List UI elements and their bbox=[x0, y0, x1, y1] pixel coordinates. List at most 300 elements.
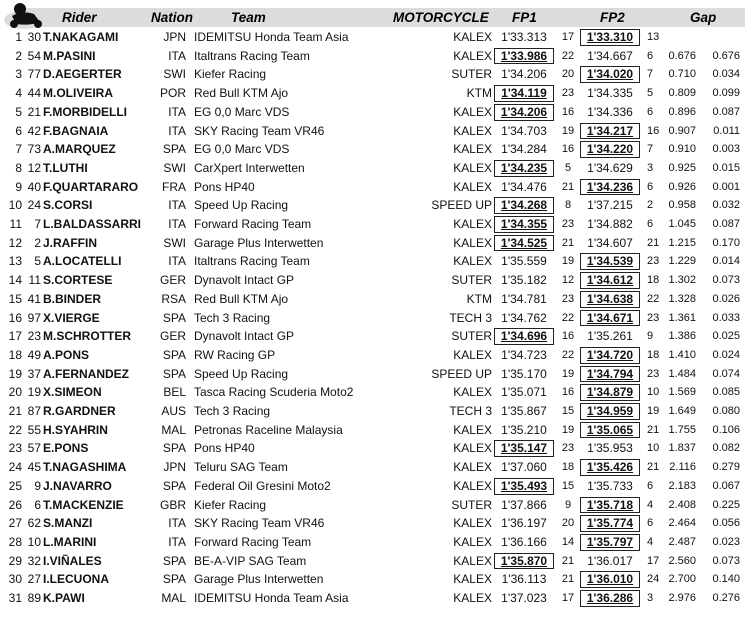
fp2-time-cell: 1'36.010 bbox=[580, 570, 640, 589]
gap-previous-cell: 0.003 bbox=[712, 143, 740, 156]
fp2-lap-cell: 6 bbox=[647, 218, 654, 230]
fp2-lap-cell: 6 bbox=[647, 180, 654, 193]
motorcycle-cell: KALEX bbox=[453, 460, 492, 475]
fp2-lap-cell: 21 bbox=[647, 236, 660, 249]
team-cell: EG 0,0 Marc VDS bbox=[194, 104, 290, 119]
gap-first-cell: 1.215 bbox=[668, 236, 696, 249]
team-cell: Pons HP40 bbox=[194, 441, 255, 456]
gap-previous-cell: 0.676 bbox=[712, 49, 740, 62]
gap-previous-cell: 0.087 bbox=[712, 105, 740, 118]
header-bar bbox=[26, 8, 745, 27]
fp2-lap-cell: 6 bbox=[647, 479, 654, 492]
table-row bbox=[0, 84, 745, 103]
fp2-lap-cell: 21 bbox=[647, 423, 660, 436]
fp2-time-cell: 1'34.607 bbox=[587, 235, 633, 250]
fp2-lap-cell: 24 bbox=[647, 573, 660, 586]
fp1-time-cell: 1'34.781 bbox=[501, 291, 547, 306]
fp1-lap-cell: 23 bbox=[561, 292, 575, 305]
position-cell: 31 bbox=[8, 591, 22, 605]
gap-first-cell: 2.183 bbox=[668, 479, 696, 492]
fp2-time-cell: 1'35.426 bbox=[580, 458, 640, 477]
rider-name-cell: S.CORSI bbox=[43, 198, 93, 213]
gap-previous-cell: 0.276 bbox=[712, 592, 740, 604]
team-cell: EG 0,0 Marc VDS bbox=[194, 142, 290, 157]
rider-name-cell: A.MARQUEZ bbox=[43, 142, 116, 157]
header-motorcycle: MOTORCYCLE bbox=[393, 10, 489, 25]
gap-previous-cell: 0.073 bbox=[712, 274, 740, 287]
rider-name-cell: S.MANZI bbox=[43, 516, 93, 531]
gap-previous-cell: 0.106 bbox=[712, 423, 740, 436]
gap-previous-cell: 0.082 bbox=[712, 442, 740, 455]
fp2-lap-cell: 21 bbox=[647, 461, 660, 474]
table-header bbox=[0, 0, 745, 30]
nation-cell: MAL bbox=[161, 422, 186, 437]
nation-cell: MAL bbox=[161, 591, 186, 605]
team-cell: SKY Racing Team VR46 bbox=[194, 123, 325, 138]
fp2-time-cell: 1'34.794 bbox=[580, 365, 640, 384]
fp2-lap-cell: 3 bbox=[647, 592, 654, 604]
fp1-time-cell: 1'35.182 bbox=[501, 273, 547, 288]
gap-previous-cell: 0.067 bbox=[712, 479, 740, 492]
nation-cell: ITA bbox=[168, 516, 186, 531]
motorcycle-cell: KALEX bbox=[453, 553, 492, 568]
fp1-time-cell: 1'35.071 bbox=[501, 385, 547, 400]
rider-number-cell: 19 bbox=[27, 385, 41, 400]
rider-name-cell: R.GARDNER bbox=[43, 404, 116, 418]
fp1-lap-cell: 14 bbox=[561, 535, 575, 548]
fp1-time-cell: 1'34.355 bbox=[494, 215, 554, 234]
fp2-time-cell: 1'34.336 bbox=[587, 104, 633, 119]
gap-first-cell: 2.116 bbox=[669, 461, 696, 474]
nation-cell: SPA bbox=[162, 441, 186, 456]
table-row bbox=[0, 533, 745, 552]
fp1-lap-cell: 18 bbox=[561, 461, 575, 474]
motorcycle-cell: KTM bbox=[466, 291, 492, 306]
fp2-lap-cell: 10 bbox=[647, 386, 660, 399]
position-cell: 27 bbox=[8, 516, 22, 531]
rider-number-cell: 44 bbox=[27, 86, 41, 101]
fp1-lap-cell: 12 bbox=[561, 274, 575, 287]
fp2-time-cell: 1'35.797 bbox=[580, 533, 640, 552]
nation-cell: ITA bbox=[168, 217, 186, 231]
rider-number-cell: 45 bbox=[27, 460, 41, 475]
fp2-lap-cell: 6 bbox=[647, 517, 654, 530]
fp1-lap-cell: 19 bbox=[561, 367, 575, 380]
fp1-lap-cell: 21 bbox=[561, 573, 575, 586]
fp1-lap-cell: 21 bbox=[561, 236, 575, 249]
rider-number-cell: 77 bbox=[27, 67, 41, 82]
fp1-time-cell: 1'34.268 bbox=[494, 196, 554, 215]
fp2-lap-cell: 4 bbox=[647, 498, 654, 511]
fp2-time-cell: 1'34.217 bbox=[580, 122, 640, 141]
table-row bbox=[0, 514, 745, 533]
gap-first-cell: 1.045 bbox=[668, 218, 696, 230]
motorcycle-cell: SUTER bbox=[451, 497, 492, 512]
rider-name-cell: J.RAFFIN bbox=[43, 235, 97, 250]
position-cell: 23 bbox=[8, 441, 22, 456]
motorcycle-cell: KALEX bbox=[453, 534, 492, 549]
fp1-lap-cell: 23 bbox=[561, 218, 575, 230]
fp2-lap-cell: 6 bbox=[647, 49, 654, 62]
fp1-time-cell: 1'33.986 bbox=[494, 47, 554, 66]
fp2-time-cell: 1'36.286 bbox=[580, 589, 640, 608]
position-cell: 8 bbox=[15, 160, 22, 175]
fp1-lap-cell: 23 bbox=[561, 442, 575, 455]
motorcycle-cell: KALEX bbox=[453, 123, 492, 138]
fp2-lap-cell: 16 bbox=[647, 124, 660, 137]
fp2-time-cell: 1'34.638 bbox=[580, 290, 640, 309]
rider-name-cell: A.LOCATELLI bbox=[43, 254, 122, 269]
motorcycle-cell: SPEED UP bbox=[431, 366, 492, 381]
rider-name-cell: F.MORBIDELLI bbox=[43, 104, 127, 119]
fp1-lap-cell: 16 bbox=[561, 105, 575, 118]
gap-first-cell: 2.464 bbox=[668, 517, 696, 530]
header-fp2: FP2 bbox=[600, 10, 625, 25]
fp2-time-cell: 1'34.612 bbox=[580, 271, 640, 290]
gap-previous-cell: 0.279 bbox=[712, 461, 740, 474]
motorcycle-cell: KALEX bbox=[453, 254, 492, 269]
rider-name-cell: E.PONS bbox=[43, 441, 89, 456]
fp1-lap-cell: 5 bbox=[564, 161, 572, 174]
motorcycle-cell: KALEX bbox=[453, 591, 492, 605]
gap-first-cell: 1.328 bbox=[668, 292, 696, 305]
header-nation: Nation bbox=[151, 10, 193, 25]
fp1-lap-cell: 9 bbox=[564, 498, 572, 511]
motorcycle-cell: KTM bbox=[466, 86, 492, 101]
fp1-time-cell: 1'34.723 bbox=[501, 347, 547, 362]
fp1-time-cell: 1'34.284 bbox=[501, 142, 547, 157]
nation-cell: ITA bbox=[168, 534, 186, 549]
fp1-lap-cell: 19 bbox=[561, 124, 575, 137]
team-cell: Italtrans Racing Team bbox=[194, 48, 310, 63]
gap-previous-cell: 0.014 bbox=[712, 255, 740, 268]
rider-name-cell: S.CORTESE bbox=[43, 273, 113, 288]
fp1-time-cell: 1'33.313 bbox=[501, 30, 547, 44]
table-row bbox=[0, 346, 745, 365]
rider-number-cell: 32 bbox=[27, 553, 41, 568]
motorcycle-cell: SPEED UP bbox=[431, 198, 492, 213]
nation-cell: POR bbox=[159, 86, 186, 101]
position-cell: 30 bbox=[8, 572, 22, 587]
gap-first-cell: 1.361 bbox=[668, 311, 696, 324]
nation-cell: GER bbox=[159, 329, 186, 344]
table-row bbox=[0, 365, 745, 384]
nation-cell: SPA bbox=[162, 478, 186, 493]
rider-name-cell: M.OLIVEIRA bbox=[43, 86, 114, 101]
team-cell: Dynavolt Intact GP bbox=[194, 329, 295, 344]
position-cell: 19 bbox=[8, 366, 22, 381]
motorcycle-cell: KALEX bbox=[453, 441, 492, 456]
fp2-lap-cell: 7 bbox=[647, 143, 654, 156]
nation-cell: ITA bbox=[168, 104, 186, 119]
team-cell: Kiefer Racing bbox=[194, 497, 267, 512]
nation-cell: RSA bbox=[161, 291, 186, 306]
position-cell: 29 bbox=[8, 553, 22, 568]
fp2-lap-cell: 22 bbox=[647, 292, 660, 305]
rider-number-cell: 37 bbox=[27, 366, 41, 381]
fp2-lap-cell: 2 bbox=[647, 199, 654, 212]
motorcycle-cell: KALEX bbox=[453, 160, 492, 175]
gap-previous-cell: 0.087 bbox=[712, 218, 740, 230]
gap-first-cell: 1.410 bbox=[668, 348, 696, 361]
motorcycle-rider-icon bbox=[0, 0, 56, 30]
position-cell: 3 bbox=[15, 67, 22, 82]
nation-cell: SWI bbox=[163, 235, 186, 250]
table-row bbox=[0, 178, 745, 197]
position-cell: 21 bbox=[8, 404, 22, 418]
table-row bbox=[0, 383, 745, 402]
fp1-lap-cell: 22 bbox=[561, 348, 575, 361]
team-cell: Tasca Racing Scuderia Moto2 bbox=[194, 385, 354, 400]
fp2-time-cell: 1'35.065 bbox=[580, 421, 640, 440]
fp2-lap-cell: 7 bbox=[647, 68, 654, 81]
rider-number-cell: 12 bbox=[27, 160, 41, 175]
fp1-time-cell: 1'35.867 bbox=[501, 404, 547, 418]
rider-number-cell: 11 bbox=[28, 273, 41, 288]
fp2-lap-cell: 5 bbox=[647, 87, 654, 100]
nation-cell: SWI bbox=[163, 160, 186, 175]
rider-number-cell: 10 bbox=[27, 534, 41, 549]
motorcycle-cell: KALEX bbox=[453, 48, 492, 63]
fp1-time-cell: 1'35.210 bbox=[501, 422, 547, 437]
nation-cell: SPA bbox=[162, 572, 186, 587]
gap-previous-cell: 0.011 bbox=[713, 124, 740, 137]
team-cell: Federal Oil Gresini Moto2 bbox=[194, 478, 331, 493]
nation-cell: JPN bbox=[163, 30, 186, 44]
fp1-time-cell: 1'34.476 bbox=[501, 179, 547, 194]
gap-previous-cell: 0.033 bbox=[712, 311, 740, 324]
gap-first-cell: 0.926 bbox=[668, 180, 696, 193]
rider-number-cell: 6 bbox=[34, 497, 41, 512]
fp2-time-cell: 1'34.667 bbox=[587, 48, 633, 63]
motorcycle-cell: KALEX bbox=[453, 516, 492, 531]
nation-cell: ITA bbox=[168, 123, 186, 138]
position-cell: 16 bbox=[8, 310, 22, 325]
fp1-time-cell: 1'34.703 bbox=[501, 123, 547, 138]
table-row bbox=[0, 196, 745, 215]
rider-name-cell: T.LUTHI bbox=[43, 160, 88, 175]
fp1-time-cell: 1'34.206 bbox=[501, 67, 547, 82]
nation-cell: BEL bbox=[163, 385, 186, 400]
motorcycle-cell: KALEX bbox=[453, 104, 492, 119]
fp1-lap-cell: 23 bbox=[561, 87, 575, 100]
table-row bbox=[0, 439, 745, 458]
position-cell: 1 bbox=[15, 30, 22, 44]
gap-first-cell: 1.569 bbox=[668, 386, 696, 399]
nation-cell: SPA bbox=[162, 366, 186, 381]
nation-cell: ITA bbox=[168, 198, 186, 213]
rider-name-cell: M.SCHROTTER bbox=[43, 329, 131, 344]
motorcycle-cell: SUTER bbox=[451, 273, 492, 288]
table-row bbox=[0, 570, 745, 589]
fp2-time-cell: 1'36.017 bbox=[587, 553, 633, 568]
gap-previous-cell: 0.074 bbox=[712, 367, 740, 380]
fp2-lap-cell: 10 bbox=[647, 442, 660, 455]
motorcycle-cell: KALEX bbox=[453, 572, 492, 587]
fp2-time-cell: 1'37.215 bbox=[587, 198, 633, 213]
rider-number-cell: 27 bbox=[27, 572, 41, 587]
header-team: Team bbox=[231, 10, 266, 25]
position-cell: 4 bbox=[15, 86, 22, 101]
rider-number-cell: 55 bbox=[27, 422, 41, 437]
team-cell: SKY Racing Team VR46 bbox=[194, 516, 325, 531]
table-row bbox=[0, 159, 745, 178]
nation-cell: SPA bbox=[162, 553, 186, 568]
nation-cell: JPN bbox=[163, 460, 186, 475]
fp2-lap-cell: 18 bbox=[647, 348, 660, 361]
nation-cell: ITA bbox=[168, 48, 186, 63]
motorcycle-cell: KALEX bbox=[453, 217, 492, 231]
motorcycle-cell: SUTER bbox=[451, 329, 492, 344]
fp2-time-cell: 1'34.220 bbox=[580, 140, 640, 159]
gap-previous-cell: 0.034 bbox=[712, 68, 740, 81]
rider-name-cell: I.LECUONA bbox=[43, 572, 109, 587]
rider-number-cell: 87 bbox=[27, 404, 41, 418]
gap-previous-cell: 0.025 bbox=[712, 330, 740, 343]
rider-number-cell: 5 bbox=[34, 254, 41, 269]
rider-number-cell: 42 bbox=[27, 123, 41, 138]
table-row bbox=[0, 271, 745, 290]
nation-cell: SPA bbox=[162, 347, 186, 362]
gap-first-cell: 2.976 bbox=[668, 592, 696, 604]
position-cell: 6 bbox=[15, 123, 22, 138]
fp2-time-cell: 1'35.718 bbox=[580, 496, 640, 515]
nation-cell: AUS bbox=[161, 404, 186, 418]
gap-previous-cell: 0.073 bbox=[712, 554, 740, 567]
rider-number-cell: 97 bbox=[27, 310, 41, 325]
rider-name-cell: A.FERNANDEZ bbox=[43, 366, 129, 381]
header-gap: Gap bbox=[690, 10, 717, 25]
rider-name-cell: D.AEGERTER bbox=[43, 67, 122, 82]
fp2-time-cell: 1'34.539 bbox=[580, 252, 640, 271]
table-row bbox=[0, 122, 745, 141]
fp1-lap-cell: 15 bbox=[561, 405, 575, 417]
fp1-time-cell: 1'34.235 bbox=[494, 159, 554, 178]
gap-first-cell: 0.676 bbox=[668, 49, 696, 62]
gap-previous-cell: 0.056 bbox=[712, 517, 740, 530]
fp1-time-cell: 1'34.762 bbox=[501, 310, 547, 325]
fp1-time-cell: 1'34.525 bbox=[494, 234, 554, 253]
fp2-time-cell: 1'34.671 bbox=[580, 309, 640, 328]
rider-name-cell: J.NAVARRO bbox=[43, 478, 112, 493]
position-cell: 13 bbox=[8, 254, 22, 269]
position-cell: 14 bbox=[8, 273, 22, 288]
gap-previous-cell: 0.032 bbox=[712, 199, 740, 212]
motorcycle-cell: KALEX bbox=[453, 385, 492, 400]
fp1-time-cell: 1'37.023 bbox=[501, 591, 547, 605]
nation-cell: SPA bbox=[162, 310, 186, 325]
fp2-lap-cell: 18 bbox=[647, 274, 660, 287]
fp1-time-cell: 1'35.559 bbox=[501, 254, 547, 269]
fp1-lap-cell: 20 bbox=[561, 68, 575, 81]
table-row bbox=[0, 589, 745, 608]
gap-first-cell: 0.907 bbox=[668, 124, 696, 137]
fp1-lap-cell: 17 bbox=[561, 31, 575, 43]
table-row bbox=[0, 477, 745, 496]
position-cell: 12 bbox=[8, 235, 22, 250]
fp2-time-cell: 1'33.310 bbox=[580, 28, 640, 47]
nation-cell: GBR bbox=[159, 497, 186, 512]
nation-cell: SWI bbox=[163, 67, 186, 82]
nation-cell: FRA bbox=[162, 179, 186, 194]
gap-first-cell: 0.958 bbox=[668, 199, 696, 212]
fp2-time-cell: 1'35.774 bbox=[580, 514, 640, 533]
gap-first-cell: 1.386 bbox=[668, 330, 696, 343]
fp1-time-cell: 1'37.060 bbox=[501, 460, 547, 475]
rider-number-cell: 9 bbox=[34, 478, 41, 493]
fp2-time-cell: 1'35.261 bbox=[587, 329, 633, 344]
rider-name-cell: T.NAGASHIMA bbox=[43, 460, 127, 475]
header-fp1: FP1 bbox=[512, 10, 537, 25]
rider-number-cell: 54 bbox=[27, 48, 41, 63]
motorcycle-cell: KALEX bbox=[453, 30, 492, 44]
gap-previous-cell: 0.001 bbox=[712, 180, 740, 193]
gap-first-cell: 2.487 bbox=[668, 535, 696, 548]
gap-first-cell: 1.484 bbox=[668, 367, 696, 380]
rider-number-cell: 49 bbox=[27, 347, 41, 362]
fp2-lap-cell: 6 bbox=[647, 105, 654, 118]
gap-first-cell: 1.755 bbox=[668, 423, 696, 436]
position-cell: 25 bbox=[8, 478, 22, 493]
gap-first-cell: 1.302 bbox=[668, 274, 696, 287]
motorcycle-cell: TECH 3 bbox=[449, 310, 492, 325]
gap-first-cell: 1.837 bbox=[668, 442, 696, 455]
table-row bbox=[0, 290, 745, 309]
motorcycle-cell: KALEX bbox=[453, 179, 492, 194]
team-cell: Speed Up Racing bbox=[194, 198, 289, 213]
fp2-time-cell: 1'34.720 bbox=[580, 346, 640, 365]
team-cell: Forward Racing Team bbox=[194, 534, 312, 549]
team-cell: Italtrans Racing Team bbox=[194, 254, 310, 269]
motorcycle-cell: KALEX bbox=[453, 142, 492, 157]
gap-first-cell: 0.910 bbox=[668, 143, 696, 156]
rider-number-cell: 23 bbox=[27, 329, 41, 344]
fp1-time-cell: 1'36.113 bbox=[501, 572, 547, 587]
fp2-lap-cell: 17 bbox=[647, 554, 660, 567]
table-row bbox=[0, 28, 745, 47]
fp1-lap-cell: 19 bbox=[561, 255, 575, 268]
position-cell: 26 bbox=[8, 497, 22, 512]
team-cell: Garage Plus Interwetten bbox=[194, 235, 324, 250]
fp1-lap-cell: 16 bbox=[561, 330, 575, 343]
table-row bbox=[0, 327, 745, 346]
fp1-lap-cell: 21 bbox=[561, 554, 575, 567]
rider-name-cell: L.MARINI bbox=[43, 534, 97, 549]
fp2-time-cell: 1'34.959 bbox=[580, 402, 640, 421]
team-cell: CarXpert Interwetten bbox=[194, 160, 305, 175]
team-cell: RW Racing GP bbox=[194, 347, 276, 362]
fp1-time-cell: 1'34.119 bbox=[494, 84, 554, 103]
gap-first-cell: 2.408 bbox=[668, 498, 696, 511]
table-row bbox=[0, 103, 745, 122]
fp1-time-cell: 1'36.166 bbox=[501, 534, 547, 549]
position-cell: 28 bbox=[8, 534, 22, 549]
rider-number-cell: 41 bbox=[27, 291, 41, 306]
position-cell: 20 bbox=[8, 385, 22, 400]
table-row bbox=[0, 458, 745, 477]
fp2-lap-cell: 19 bbox=[647, 405, 660, 417]
team-cell: Dynavolt Intact GP bbox=[194, 273, 295, 288]
fp2-time-cell: 1'34.882 bbox=[587, 217, 633, 231]
gap-first-cell: 0.896 bbox=[668, 105, 696, 118]
team-cell: Teluru SAG Team bbox=[194, 460, 288, 475]
fp2-lap-cell: 9 bbox=[647, 330, 654, 343]
table-row bbox=[0, 252, 745, 271]
rider-number-cell: 2 bbox=[34, 235, 41, 250]
team-cell: Red Bull KTM Ajo bbox=[194, 291, 289, 306]
rider-number-cell: 24 bbox=[27, 198, 41, 213]
gap-previous-cell: 0.015 bbox=[712, 161, 740, 174]
